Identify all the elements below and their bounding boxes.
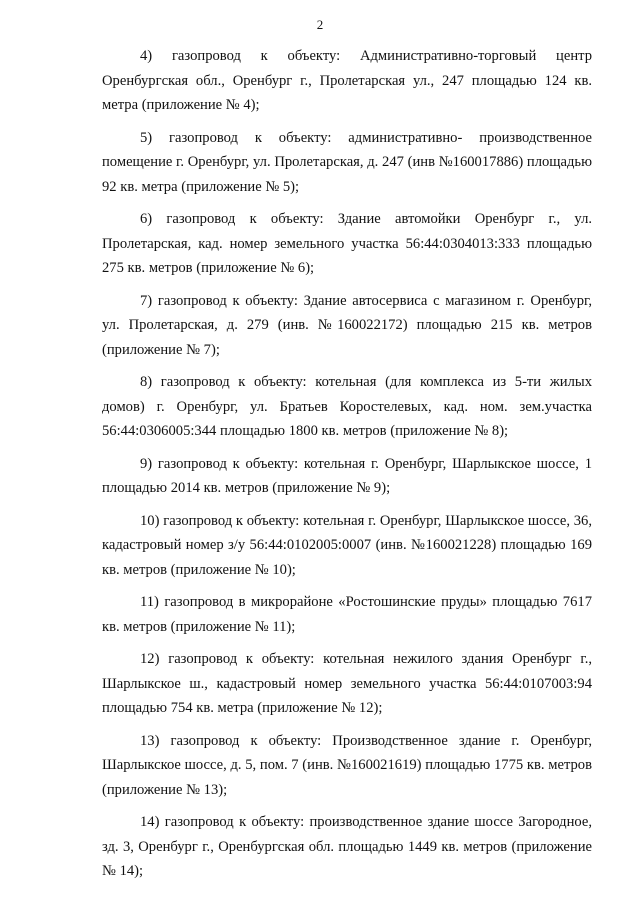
- list-item: 4) газопровод к объекту: Административно-торговый центр Оренбургская обл., Оренбург г., Пролетарская ул., 247 площадью 124 кв. метра (приложение № 4);: [102, 48, 592, 113]
- list-item: 11) газопровод в микрорайоне «Ростошинские пруды» площадью 7617 кв. метров (приложение № 11);: [102, 594, 592, 635]
- list-item: 9) газопровод к объекту: котельная г. Оренбург, Шарлыкское шоссе, 1 площадью 2014 кв. метров (приложение № 9);: [102, 455, 592, 496]
- page-number: 2: [316, 17, 324, 32]
- document-body: [102, 44, 592, 892]
- list-item: 6) газопровод к объекту: Здание автомойки Оренбург г., ул. Пролетарская, кад. номер земельного участка 56:44:0304013:333 площадью 275 кв. метров (приложение № 6);: [102, 211, 592, 276]
- list-item: 14) газопровод к объекту: производственное здание шоссе Загородное, зд. 3, Оренбург г., Оренбургская обл. площадью 1449 кв. метров (приложение № 14);: [102, 814, 592, 879]
- list-item: 7) газопровод к объекту: Здание автосервиса с магазином г. Оренбург, ул. Пролетарская, д. 279 (инв. №160022172) площадью 215 кв. метров (приложение № 7);: [102, 292, 592, 358]
- list-item: 10) газопровод к объекту: котельная г. Оренбург, Шарлыкское шоссе, 36, кадастровый номер з/у 56:44:0102005:0007 (инв. №160021228) площадью 169 кв. метров (приложение № 10);: [102, 512, 592, 578]
- list-item: 5) газопровод к объекту: административно- производственное помещение г. Оренбург, ул. Пролетарская, д. 247 (инв №160017886) площадью 92 кв. метра (приложение № 5);: [102, 129, 592, 195]
- list-item: 12) газопровод к объекту: котельная нежилого здания Оренбург г., Шарлыкское ш., кадастровый номер земельного участка 56:44:0107003:94 площадью 754 кв. метра (приложение № 12);: [102, 651, 592, 716]
- list-item: 13) газопровод к объекту: Производственное здание г. Оренбург, Шарлыкское шоссе, д. 5, пом. 7 (инв. №160021619) площадью 1775 кв. метров (приложение № 13);: [102, 732, 592, 798]
- list-item: 8) газопровод к объекту: котельная (для комплекса из 5-ти жилых домов) г. Оренбург, ул. Братьев Коростелевых, кад. ном. зем.участка 56:44:0306005:344 площадью 1800 кв. метров (приложение № 8);: [102, 374, 592, 439]
